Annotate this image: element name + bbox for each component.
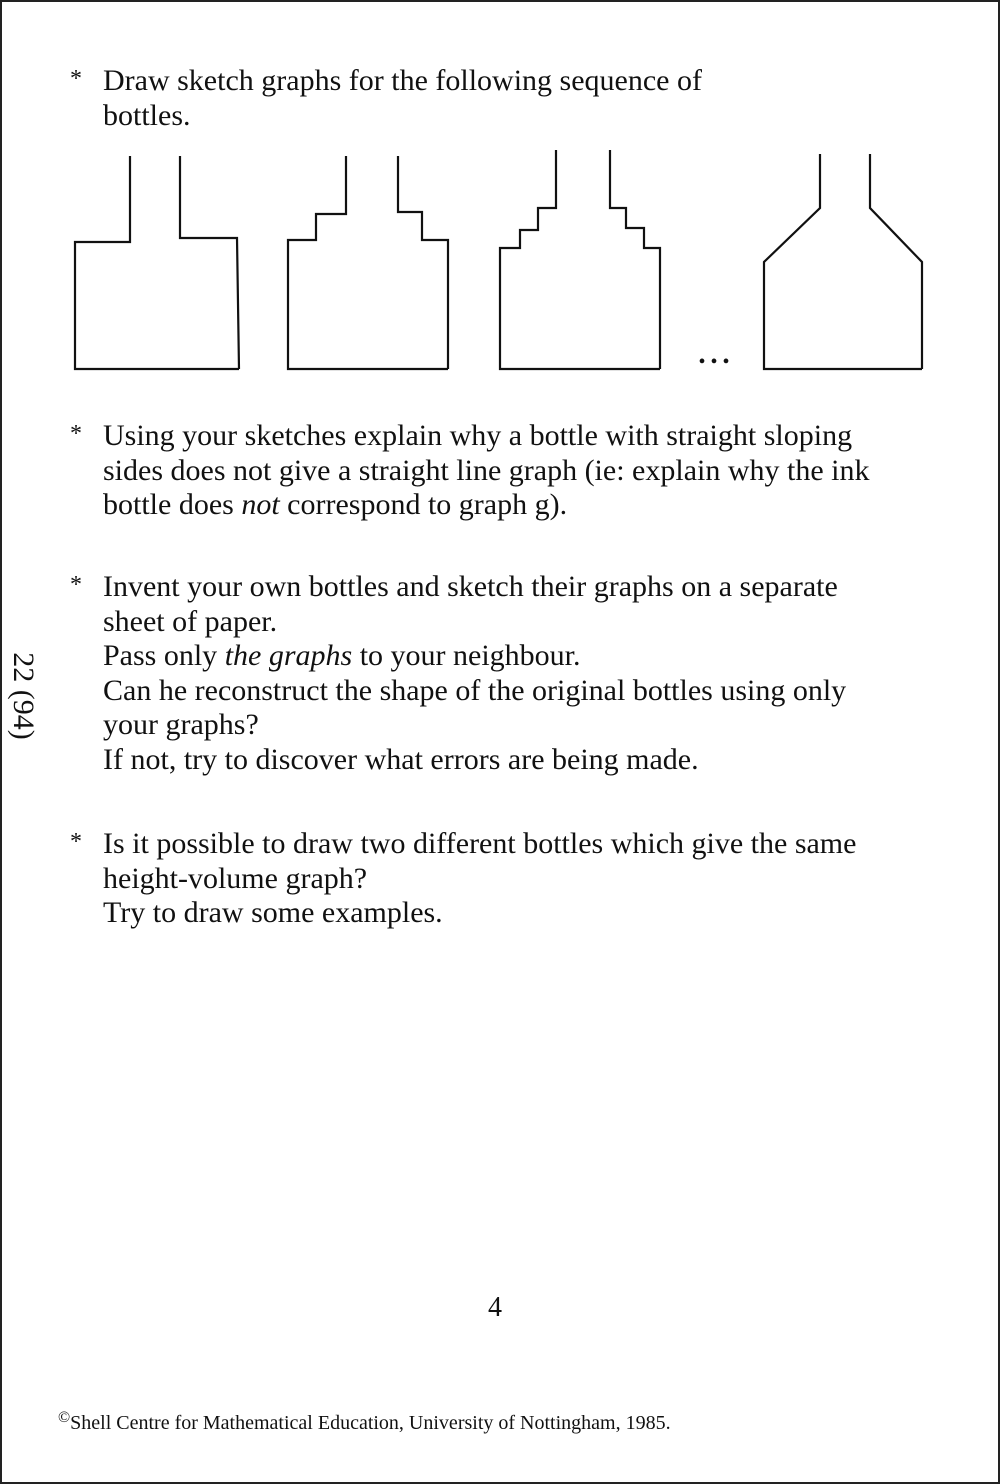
side-page-reference: 22 (94) [7,652,40,740]
instruction-line: sides does not give a straight line graph (ie: explain why the ink [103,453,870,487]
bottle-3-left-outline [500,150,660,369]
bottle-1-left-outline [75,156,239,369]
instruction-line: your graphs? [103,708,259,741]
instruction-line [103,488,963,523]
instruction-line: height-volume graph? [103,861,368,895]
bottle-sequence-figure [62,142,942,382]
copyright-symbol: © [58,1409,71,1426]
instruction-line: Try to draw some examples. [103,896,443,929]
instruction-item-1 [70,64,963,133]
emphasis-text: the graphs [224,639,353,672]
instruction-line: Using your sketches explain why a bottle with straight sloping [103,419,853,452]
text-segment: to your neighbour. [352,639,581,672]
instruction-line: If not, try to discover what errors are being made. [103,742,699,776]
instruction-line: Is it possible to draw two different bottles which give the same [103,827,857,860]
bottle-2-right-outline [398,156,448,369]
instruction-line: Draw sketch graphs for the following sequence of [103,64,702,97]
text-segment: Pass only [103,639,225,672]
bottle-1-right-outline [180,156,239,369]
bottle-4-left-outline [764,154,922,369]
bottle-4-right-outline [870,154,922,369]
bullet-star: * [70,572,82,598]
instruction-line: sheet of paper. [103,604,278,638]
bottle-sequence-svg [62,142,942,382]
bottle-2-left-outline [288,156,448,369]
instruction-line: Invent your own bottles and sketch their graphs on a separate [103,570,838,603]
bullet-star: * [70,829,82,855]
instruction-item-2 [70,419,963,523]
emphasis-text: not [241,488,280,521]
text-segment: bottle does [103,488,242,521]
instruction-line: Can he reconstruct the shape of the original bottles using only [103,673,847,707]
sequence-ellipsis: • • • [698,351,730,373]
copyright-footer [58,1409,671,1435]
instruction-line: bottles. [103,98,191,132]
bullet-star: * [70,66,82,92]
bottle-3-right-outline [610,150,660,369]
instruction-line [103,639,963,674]
page-number: 4 [488,1292,502,1323]
instruction-item-3 [70,570,963,777]
text-segment: correspond to graph g). [279,488,568,521]
copyright-text: Shell Centre for Mathematical Education, University of Nottingham, 1985. [70,1412,671,1434]
instruction-item-4 [70,827,963,931]
bullet-star: * [70,421,82,447]
